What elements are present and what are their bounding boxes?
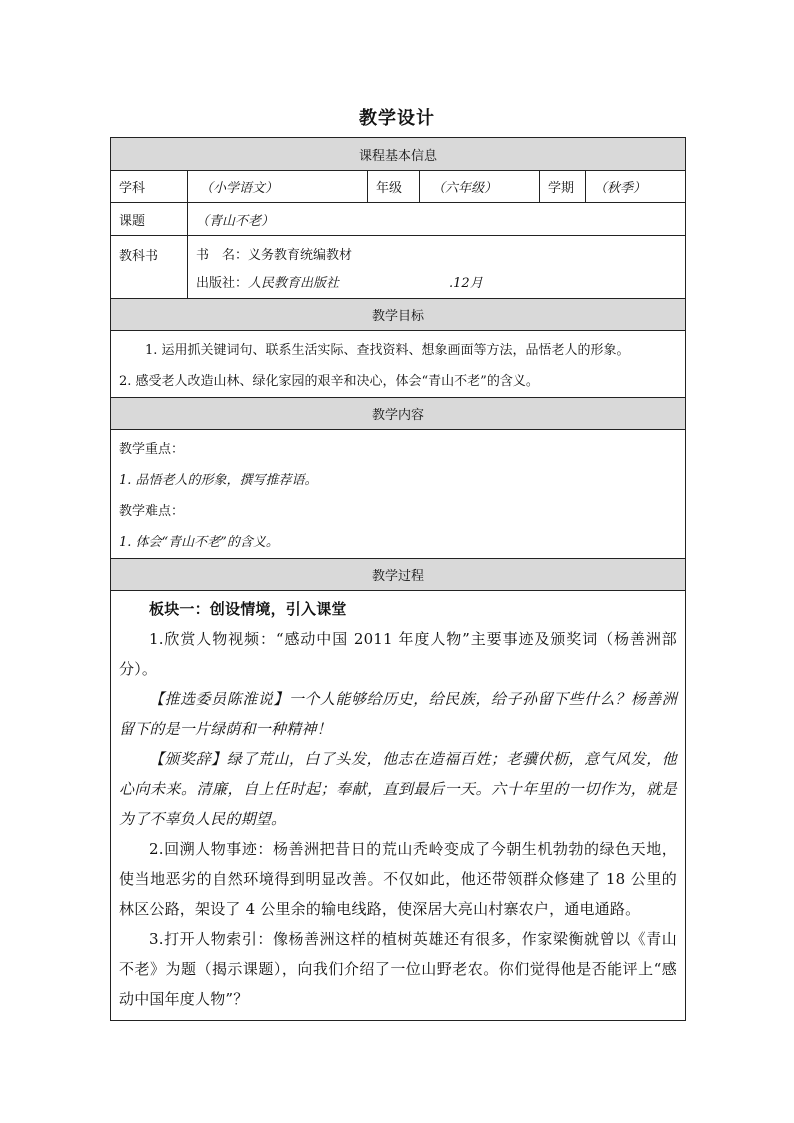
term-label: 学期 [539, 171, 585, 202]
process-row [111, 590, 685, 1020]
publisher-value: 人民教育出版社 [248, 275, 340, 291]
process-paragraph: 3.打开人物索引：像杨善洲这样的植树英雄还有很多，作家梁衡就曾以《青山不老》为题（揭示课题），向我们介绍了一位山野老农。你们觉得他是否能评上“感动中国年度人物”？ [119, 930, 677, 1008]
subject-label: 学科 [119, 181, 146, 196]
process-paragraph: 2.回溯人物事迹：杨善洲把昔日的荒山秃岭变成了今朝生机勃勃的绿色天地，使当地恶劣的自然环境得到明显改善。不仅如此，他还带领群众修建了 18 公里的林区公路，架设了 4 公里余的输电线路，使深居大亮山村寨农户，通电通路。 [119, 840, 677, 918]
topic-label: 课题 [119, 213, 146, 229]
process-quote: 【颁奖辞】绿了荒山，白了头发，他志在造福百姓；老骥伏枥，意气风发，他心向未来。清廉，自上任时起；奉献，直到最后一天。六十年里的一切作为，就是为了不辜负人民的期望。 [119, 750, 677, 828]
page-title: 教学设计 [359, 108, 435, 129]
process-paragraph: 1.欣赏人物视频：“感动中国 2011 年度人物”主要事迹及颁奖词（杨善洲部分）。 [119, 630, 677, 678]
section-header-content: 教学内容 [111, 397, 685, 429]
content-block [111, 430, 685, 558]
topic-value: （青山不老） [187, 203, 685, 235]
objectives-row [111, 330, 685, 397]
textbook-label: 教科书 [119, 249, 159, 264]
process-quote: 【推选委员陈淮说】一个人能够给历史，给民族，给子孙留下些什么？杨善洲留下的是一片绿荫和一种精神！ [119, 690, 677, 738]
difficult-point-item: 1. 体会“青山不老”的含义。 [119, 535, 279, 550]
section-header-basic-info: 课程基本信息 [111, 138, 685, 170]
publish-date: .12月 [449, 275, 483, 291]
module-title: 板块一：创设情境，引入课堂 [149, 600, 347, 618]
objective-item: 1. 运用抓关键词句、联系生活实际、查找资料、想象画面等方法，品悟老人的形象。 [145, 343, 630, 358]
topic-row [111, 202, 685, 235]
subject-value: （小学语文） [187, 171, 367, 202]
book-name: 书 名：义务教育统编教材 [196, 247, 353, 263]
textbook-row [111, 235, 685, 298]
difficult-points-label: 教学难点： [119, 504, 185, 519]
grade-value: （六年级） [419, 171, 539, 202]
objective-item: 2. 感受老人改造山林、绿化家园的艰辛和决心，体会“青山不老”的含义。 [119, 374, 539, 389]
objectives-list [111, 331, 685, 397]
publisher-label: 出版社： [196, 275, 249, 291]
term-value: （秋季） [585, 171, 685, 202]
content-row [111, 429, 685, 558]
textbook-info [187, 236, 685, 298]
section-header-process: 教学过程 [111, 558, 685, 590]
subject-row [111, 170, 685, 202]
key-points-label: 教学重点： [119, 442, 185, 457]
section-header-objectives: 教学目标 [111, 298, 685, 330]
process-block [111, 591, 685, 1020]
key-point-item: 1. 品悟老人的形象，撰写推荐语。 [119, 473, 318, 488]
lesson-plan-table [110, 137, 686, 1021]
grade-label: 年级 [367, 171, 419, 202]
publisher-line [196, 267, 483, 295]
